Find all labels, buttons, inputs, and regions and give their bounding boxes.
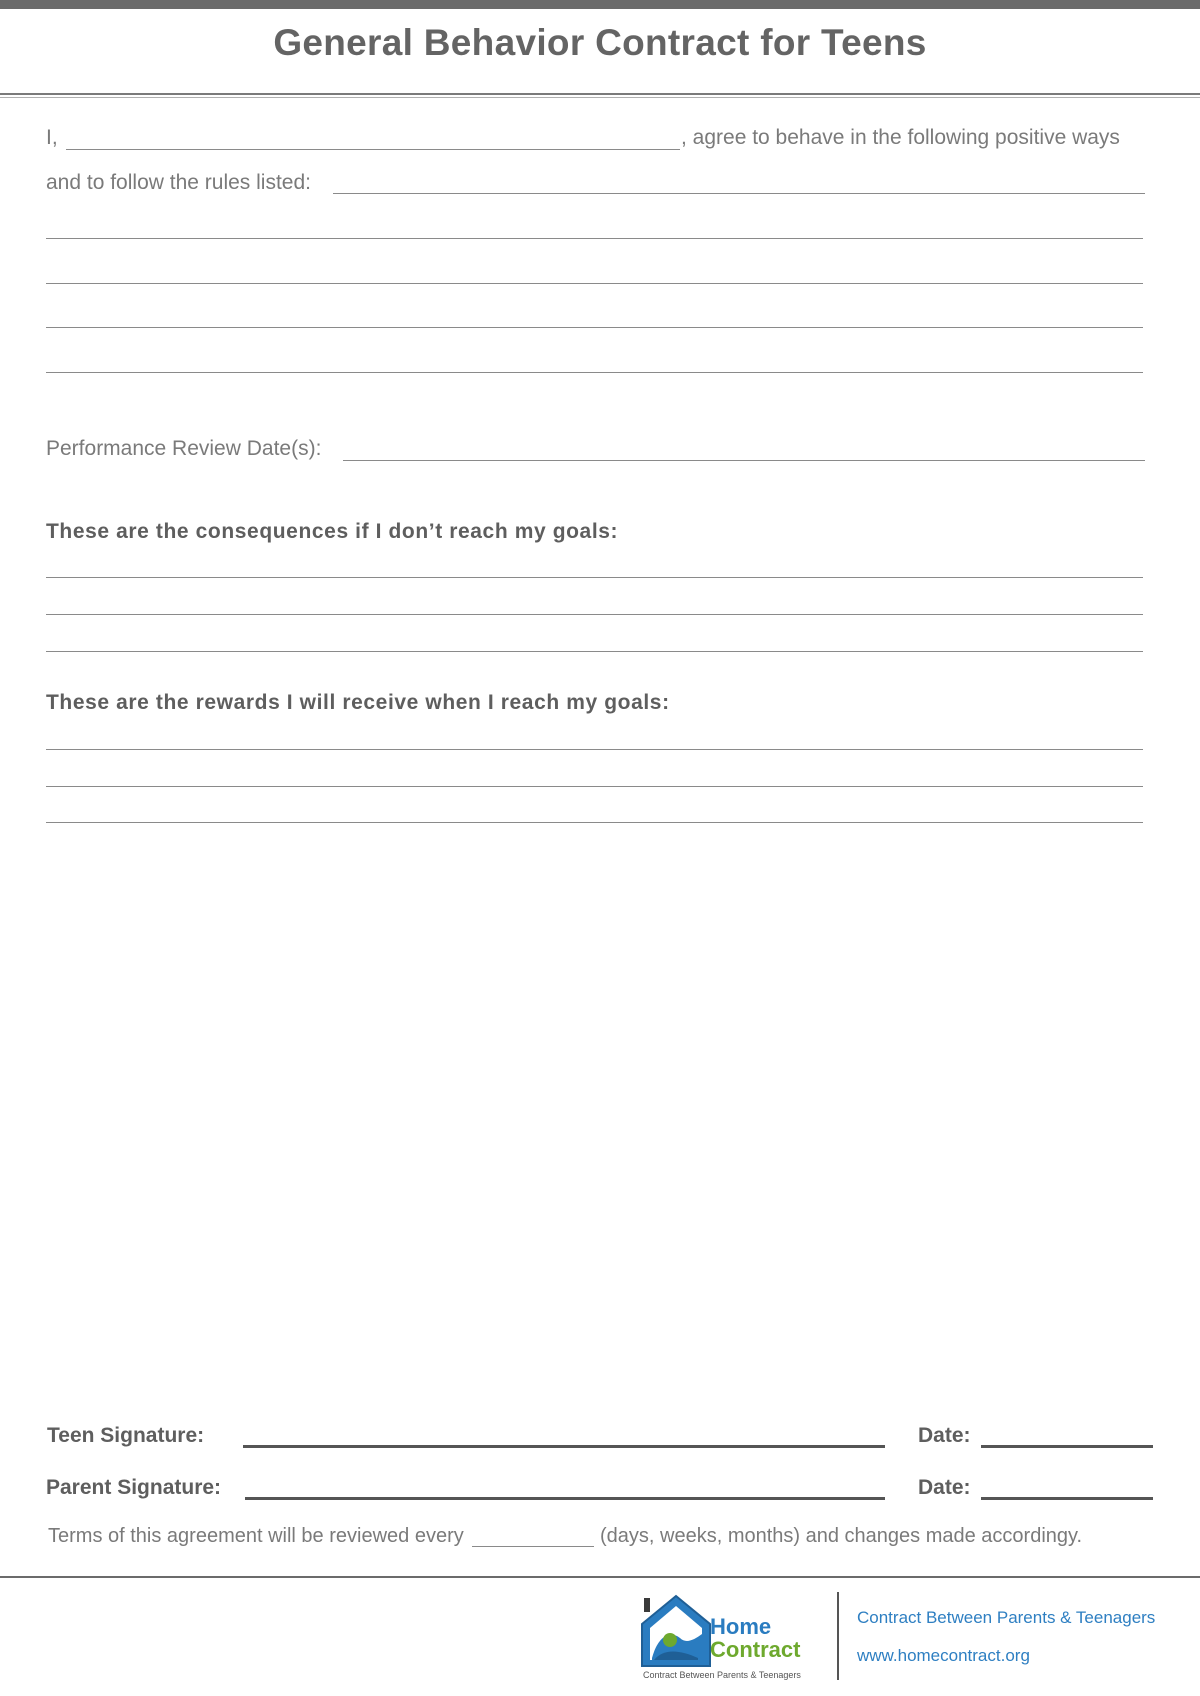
rules-line[interactable] [46, 238, 1143, 239]
top-bar [0, 0, 1200, 9]
name-blank[interactable] [66, 149, 680, 150]
consequence-line[interactable] [46, 577, 1143, 578]
header-divider [0, 93, 1200, 95]
rules-label: and to follow the rules listed: [46, 171, 311, 194]
page-title: General Behavior Contract for Teens [273, 22, 927, 63]
website-link[interactable]: www.homecontract.org [857, 1646, 1030, 1665]
terms-blank[interactable] [472, 1546, 594, 1547]
consequences-heading: These are the consequences if I don’t reach my goals: [46, 520, 619, 543]
rules-line[interactable] [46, 372, 1143, 373]
logo-tagline: Contract Between Parents & Teenagers [643, 1670, 801, 1680]
parent-date-line[interactable] [981, 1497, 1153, 1500]
rules-line[interactable] [46, 283, 1143, 284]
parent-signature-label: Parent Signature: [46, 1476, 222, 1499]
teen-date-label: Date: [918, 1424, 971, 1447]
footer-divider [0, 1576, 1200, 1578]
terms-prefix: Terms of this agreement will be reviewed every [48, 1525, 464, 1547]
reward-line[interactable] [46, 786, 1143, 787]
footer-tagline: Contract Between Parents & Teenagers [857, 1608, 1156, 1627]
teen-signature-line[interactable] [243, 1445, 885, 1448]
reward-line[interactable] [46, 822, 1143, 823]
consequence-line[interactable] [46, 614, 1143, 615]
intro-suffix: , agree to behave in the following positive ways [681, 126, 1120, 149]
rules-line[interactable] [46, 327, 1143, 328]
review-date-blank[interactable] [343, 460, 1145, 461]
rewards-heading: These are the rewards I will receive when I reach my goals: [46, 691, 670, 714]
parent-date-label: Date: [918, 1476, 971, 1499]
logo-text-contract: Contract [710, 1637, 801, 1662]
rules-blank[interactable] [333, 193, 1145, 194]
parent-signature-line[interactable] [245, 1497, 885, 1500]
consequence-line[interactable] [46, 651, 1143, 652]
house-icon [640, 1592, 715, 1670]
teen-date-line[interactable] [981, 1445, 1153, 1448]
reward-line[interactable] [46, 749, 1143, 750]
terms-suffix: (days, weeks, months) and changes made accordingy. [600, 1525, 1083, 1547]
review-date-label: Performance Review Date(s): [46, 437, 322, 460]
header-divider-thin [0, 97, 1200, 98]
logo-text-home: Home [710, 1614, 772, 1639]
teen-signature-label: Teen Signature: [47, 1424, 205, 1447]
footer-vertical-divider [837, 1592, 839, 1680]
intro-prefix: I, [46, 126, 58, 149]
